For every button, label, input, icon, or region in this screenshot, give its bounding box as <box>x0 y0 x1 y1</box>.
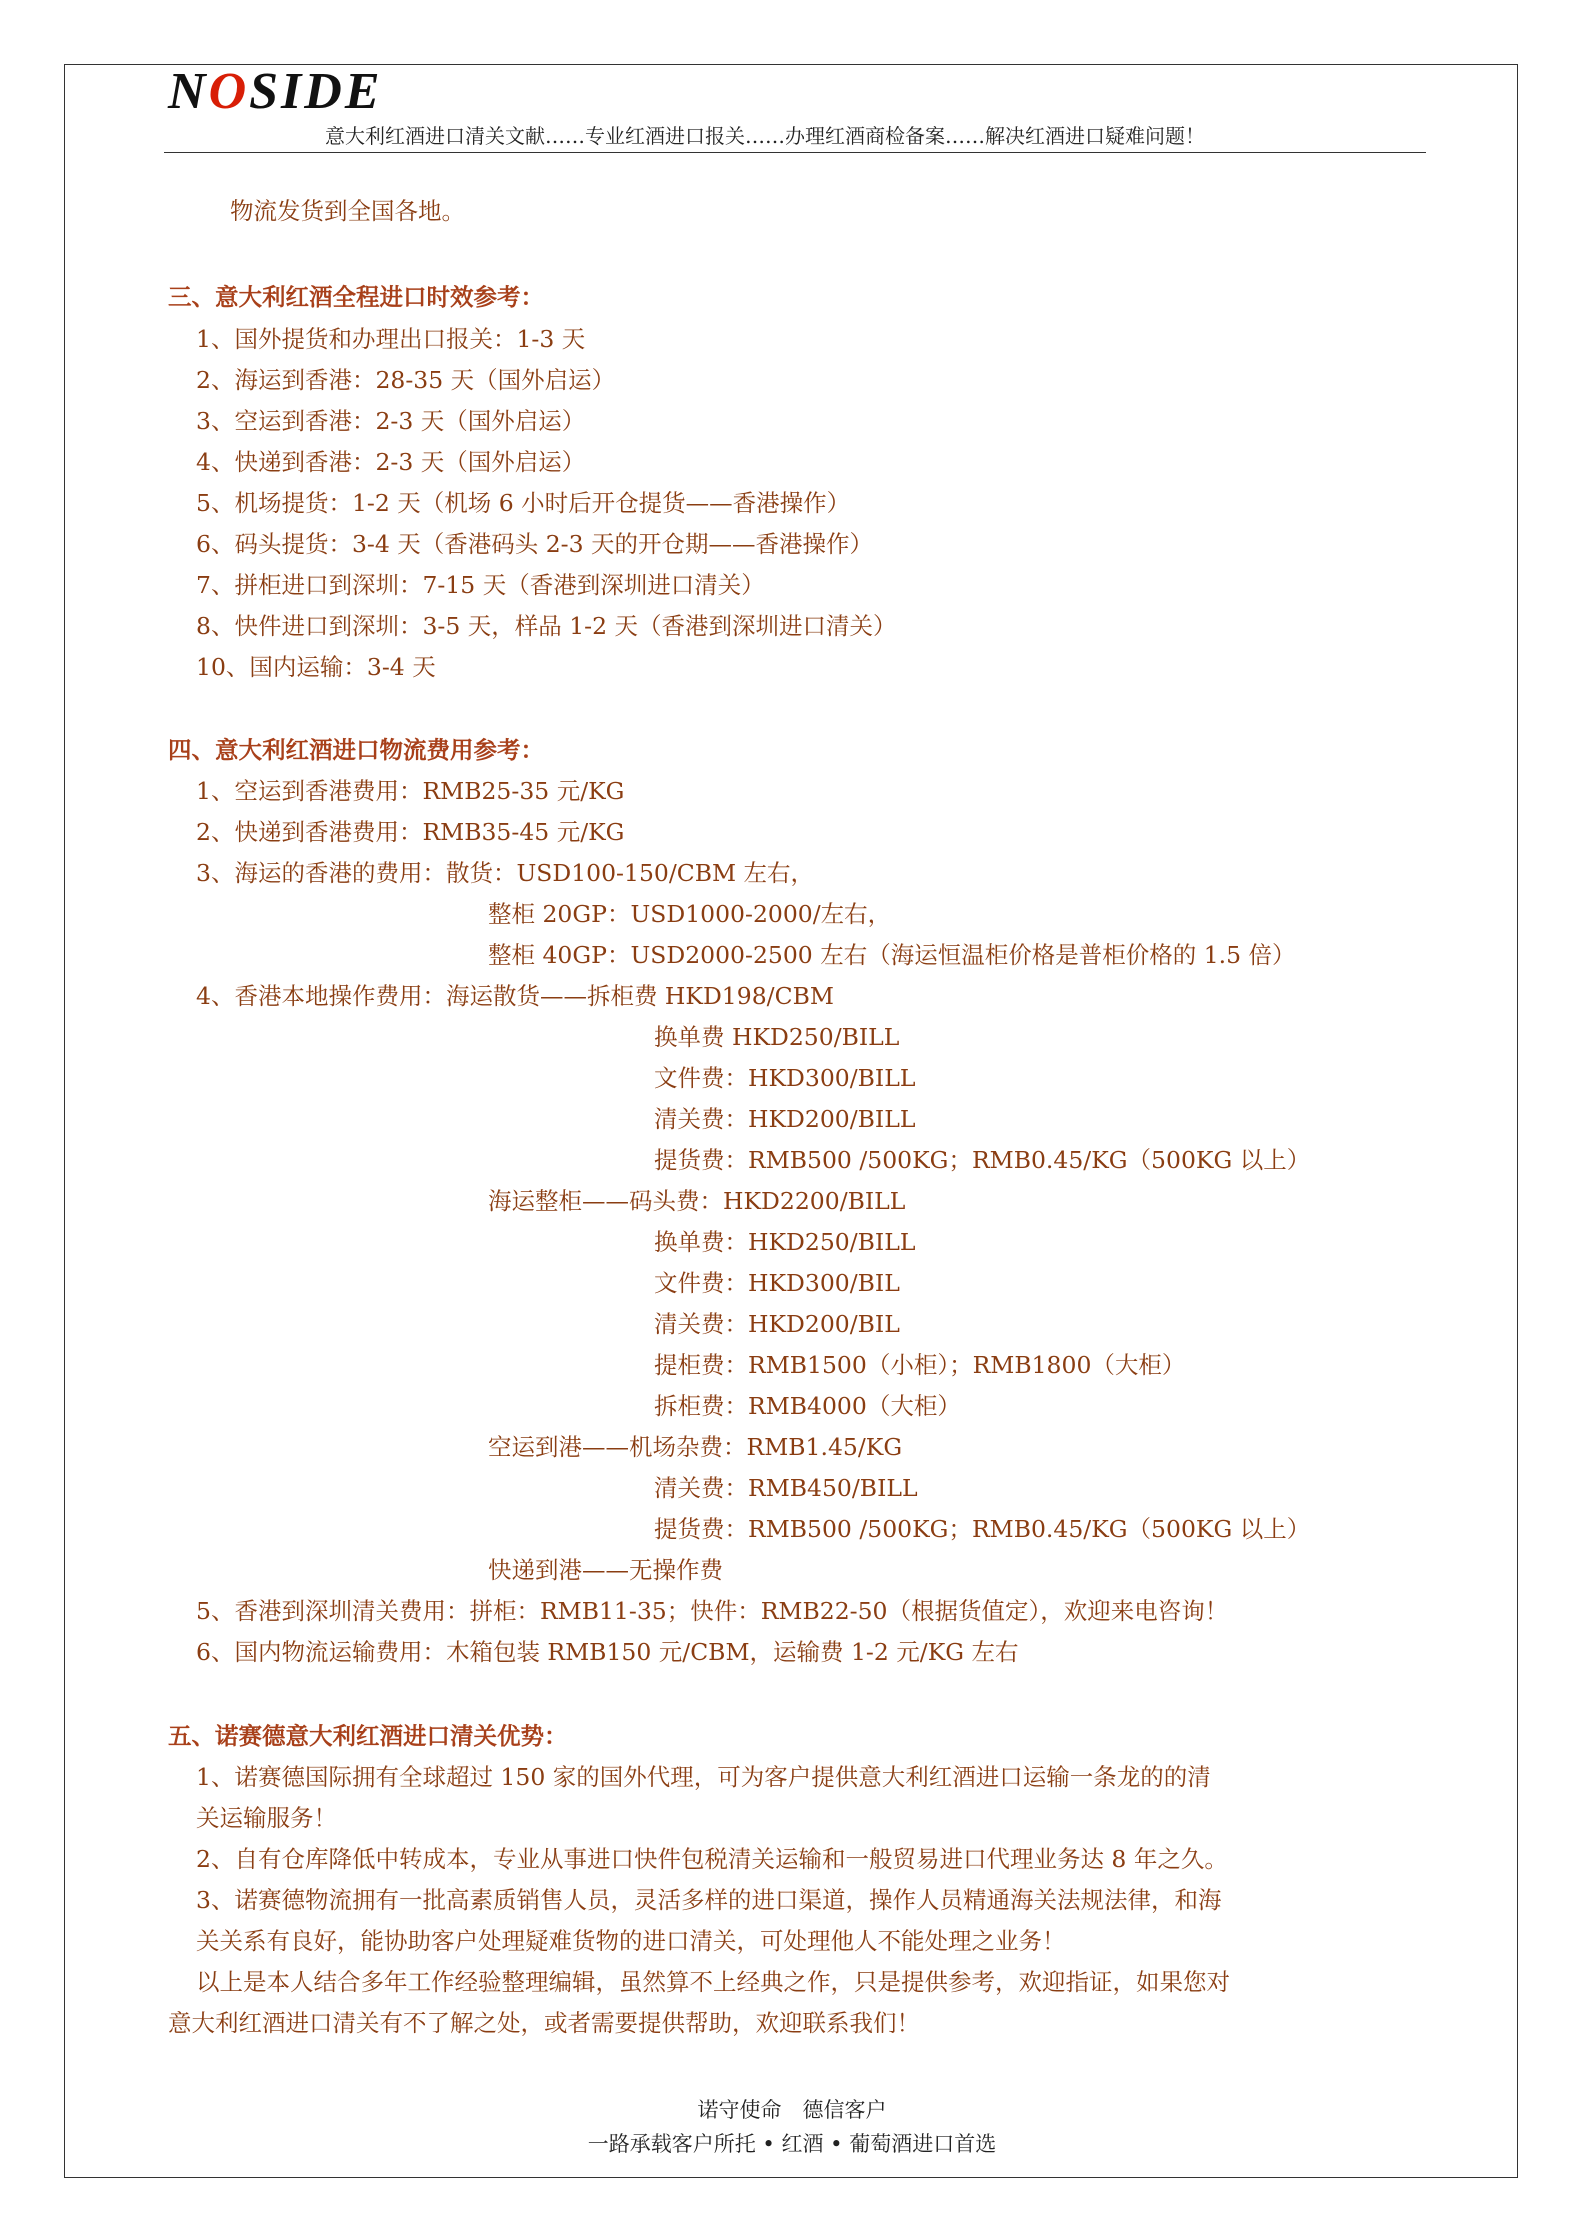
body-line: 5、香港到深圳清关费用：拼柜：RMB11-35；快件：RMB22-50（根据货值定），欢迎来电咨询！ <box>196 1597 1229 1625</box>
body-line: 2、快递到香港费用：RMB35-45 元/KG <box>196 818 625 846</box>
body-line: 3、海运的香港的费用：散货：USD100-150/CBM 左右， <box>196 859 815 887</box>
body-line: 2、海运到香港：28-35 天（国外启运） <box>196 366 616 394</box>
body-line: 整柜 40GP：USD2000-2500 左右（海运恒温柜价格是普柜价格的 1.5 倍） <box>488 941 1296 969</box>
body-line: 文件费：HKD300/BIL <box>654 1269 900 1297</box>
body-line: 以上是本人结合多年工作经验整理编辑，虽然算不上经典之作，只是提供参考，欢迎指证，如果您对 <box>196 1968 1230 1996</box>
body-line: 清关费：RMB450/BILL <box>654 1474 918 1502</box>
body-line: 6、国内物流运输费用：木箱包装 RMB150 元/CBM，运输费 1-2 元/KG 左右 <box>196 1638 1019 1666</box>
body-line: 3、空运到香港：2-3 天（国外启运） <box>196 407 586 435</box>
body-line: 拆柜费：RMB4000（大柜） <box>654 1392 961 1420</box>
body-line: 关关系有良好，能协助客户处理疑难货物的进口清关，可处理他人不能处理之业务！ <box>196 1927 1066 1955</box>
body-line: 1、国外提货和办理出口报关：1-3 天 <box>196 325 586 353</box>
body-line: 6、码头提货：3-4 天（香港码头 2-3 天的开仓期——香港操作） <box>196 530 874 558</box>
body-line: 清关费：HKD200/BILL <box>654 1105 916 1133</box>
body-line: 提货费：RMB500 /500KG；RMB0.45/KG（500KG 以上） <box>654 1515 1311 1543</box>
body-line: 8、快件进口到深圳：3-5 天，样品 1-2 天（香港到深圳进口清关） <box>196 612 897 640</box>
header-tagline: 意大利红酒进口清关文献……专业红酒进口报关……办理红酒商检备案……解决红酒进口疑难问题！ <box>325 124 1205 148</box>
footer-slogan: 诺守使命 德信客户 <box>697 2098 887 2122</box>
body-line: 关运输服务！ <box>196 1804 337 1832</box>
body-line: 清关费：HKD200/BIL <box>654 1310 900 1338</box>
section-heading: 四、意大利红酒进口物流费用参考： <box>168 736 544 764</box>
body-line: 海运整柜——码头费：HKD2200/BILL <box>488 1187 906 1215</box>
body-line: 文件费：HKD300/BILL <box>654 1064 916 1092</box>
body-line: 意大利红酒进口清关有不了解之处，或者需要提供帮助，欢迎联系我们！ <box>168 2009 920 2037</box>
section-heading: 五、诺赛德意大利红酒进口清关优势： <box>168 1722 568 1750</box>
body-line: 空运到港——机场杂费：RMB1.45/KG <box>488 1433 903 1461</box>
body-line: 3、诺赛德物流拥有一批高素质销售人员，灵活多样的进口渠道，操作人员精通海关法规法律，和海 <box>196 1886 1222 1914</box>
body-line: 快递到港——无操作费 <box>488 1556 723 1584</box>
section-heading: 三、意大利红酒全程进口时效参考： <box>168 283 544 311</box>
body-line: 2、自有仓库降低中转成本，专业从事进口快件包税清关运输和一般贸易进口代理业务达 8 年之久。 <box>196 1845 1228 1873</box>
body-line: 整柜 20GP：USD1000-2000/左右， <box>488 900 892 928</box>
body-line: 提货费：RMB500 /500KG；RMB0.45/KG（500KG 以上） <box>654 1146 1311 1174</box>
noside-logo: NOSIDE <box>168 63 383 120</box>
body-line: 1、空运到香港费用：RMB25-35 元/KG <box>196 777 625 805</box>
body-line: 4、香港本地操作费用：海运散货——拆柜费 HKD198/CBM <box>196 982 834 1010</box>
body-line: 7、拼柜进口到深圳：7-15 天（香港到深圳进口清关） <box>196 571 765 599</box>
body-line: 1、诺赛德国际拥有全球超过 150 家的国外代理，可为客户提供意大利红酒进口运输一条龙的的清 <box>196 1763 1211 1791</box>
body-line: 10、国内运输：3-4 天 <box>196 653 436 681</box>
body-line: 换单费 HKD250/BILL <box>654 1023 900 1051</box>
body-line: 4、快递到香港：2-3 天（国外启运） <box>196 448 586 476</box>
body-line: 5、机场提货：1-2 天（机场 6 小时后开仓提货——香港操作） <box>196 489 851 517</box>
body-line: 换单费：HKD250/BILL <box>654 1228 916 1256</box>
body-line: 提柜费：RMB1500（小柜）；RMB1800（大柜） <box>654 1351 1186 1379</box>
footer-tagline: 一路承载客户所托 • 红酒 • 葡萄酒进口首选 <box>587 2132 997 2156</box>
body-line: 物流发货到全国各地。 <box>230 197 465 225</box>
